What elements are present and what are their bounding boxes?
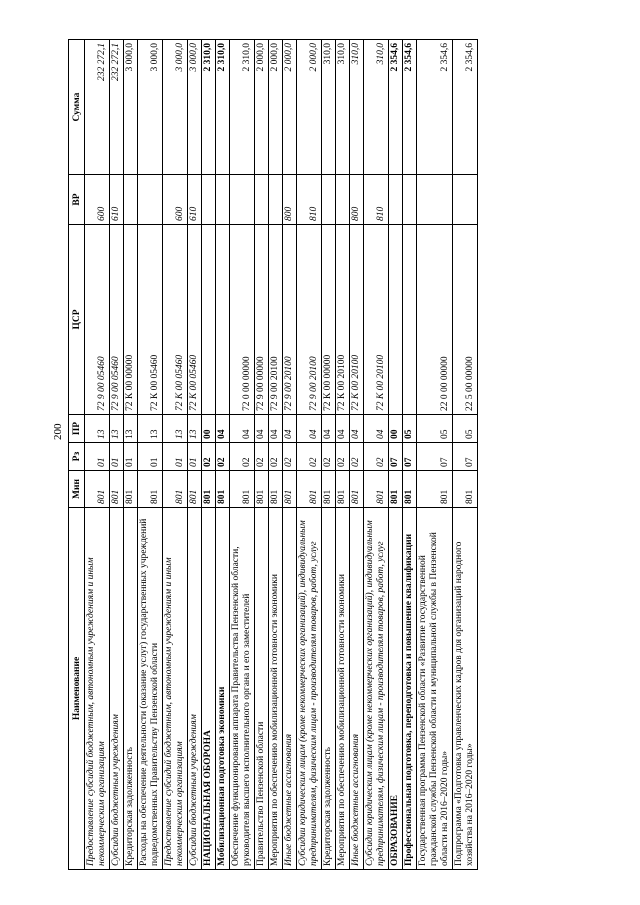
cell-pr: 13 bbox=[138, 415, 163, 443]
cell-min: 801 bbox=[403, 471, 417, 508]
cell-pr: 05 bbox=[403, 415, 417, 443]
cell-name: ОБРАЗОВАНИЕ bbox=[389, 508, 403, 870]
cell-name: Субсидии юридическим лицам (кроме некоммерческих организаций), индивидуальным предпринимателям, физическим лицам - производителям товаров, работ, услуг bbox=[297, 508, 322, 870]
cell-min: 801 bbox=[297, 471, 322, 508]
table-row bbox=[322, 40, 336, 870]
cell-min: 801 bbox=[389, 471, 403, 508]
table-row bbox=[269, 40, 283, 870]
cell-pr: 04 bbox=[230, 415, 255, 443]
cell-pr: 04 bbox=[269, 415, 283, 443]
table-row bbox=[255, 40, 269, 870]
cell-csr: 72 0 00 00000 bbox=[230, 225, 255, 415]
cell-name: Правительство Пензенской области bbox=[255, 508, 269, 870]
cell-pr: 04 bbox=[364, 415, 389, 443]
cell-csr bbox=[202, 225, 216, 415]
cell-pr: 13 bbox=[85, 415, 110, 443]
cell-pr: 04 bbox=[255, 415, 269, 443]
cell-vr bbox=[322, 175, 336, 225]
cell-vr bbox=[453, 175, 478, 225]
header-name: Наименование bbox=[69, 508, 85, 870]
table-row bbox=[336, 40, 350, 870]
cell-vr: 600 bbox=[163, 175, 188, 225]
table-row bbox=[216, 40, 230, 870]
cell-min: 801 bbox=[417, 471, 453, 508]
cell-min: 801 bbox=[283, 471, 297, 508]
cell-pr: 00 bbox=[202, 415, 216, 443]
cell-rz: 01 bbox=[163, 443, 188, 471]
cell-name: Кредиторская задолженность bbox=[124, 508, 138, 870]
cell-vr bbox=[403, 175, 417, 225]
cell-min: 801 bbox=[110, 471, 124, 508]
header-sum: Сумма bbox=[69, 40, 85, 175]
cell-name: Обеспечение функционирования аппарата Правительства Пензенской области, руководителя высшего исполнительного органа и его заместителей bbox=[230, 508, 255, 870]
cell-sum: 3 000,0 bbox=[138, 40, 163, 175]
cell-pr: 04 bbox=[297, 415, 322, 443]
cell-vr bbox=[216, 175, 230, 225]
cell-pr: 05 bbox=[453, 415, 478, 443]
cell-min: 801 bbox=[124, 471, 138, 508]
cell-pr: 13 bbox=[188, 415, 202, 443]
cell-min: 801 bbox=[230, 471, 255, 508]
cell-rz: 02 bbox=[202, 443, 216, 471]
cell-min: 801 bbox=[336, 471, 350, 508]
cell-vr bbox=[336, 175, 350, 225]
table-row bbox=[453, 40, 478, 870]
cell-name: Мероприятия по обеспечению мобилизационной готовности экономики bbox=[269, 508, 283, 870]
table-row bbox=[389, 40, 403, 870]
cell-min: 801 bbox=[364, 471, 389, 508]
cell-csr: 72 К 00 20100 bbox=[350, 225, 364, 415]
cell-sum: 232 272,1 bbox=[110, 40, 124, 175]
cell-csr: 72 9 00 20100 bbox=[269, 225, 283, 415]
cell-rz: 01 bbox=[124, 443, 138, 471]
cell-vr bbox=[389, 175, 403, 225]
table-row bbox=[403, 40, 417, 870]
cell-sum: 310,0 bbox=[364, 40, 389, 175]
table-row bbox=[110, 40, 124, 870]
cell-min: 801 bbox=[216, 471, 230, 508]
cell-vr bbox=[417, 175, 453, 225]
cell-name: Субсидии бюджетным учреждениям bbox=[110, 508, 124, 870]
table-row bbox=[364, 40, 389, 870]
header-min: Мин bbox=[69, 471, 85, 508]
cell-sum: 2 000,0 bbox=[269, 40, 283, 175]
table-row bbox=[85, 40, 110, 870]
header-csr: ЦСР bbox=[69, 225, 85, 415]
cell-sum: 3 000,0 bbox=[163, 40, 188, 175]
cell-sum: 310,0 bbox=[350, 40, 364, 175]
cell-sum: 2 000,0 bbox=[297, 40, 322, 175]
cell-rz: 02 bbox=[255, 443, 269, 471]
cell-sum: 2 000,0 bbox=[283, 40, 297, 175]
cell-vr bbox=[230, 175, 255, 225]
cell-name: Кредиторская задолженность bbox=[322, 508, 336, 870]
cell-pr: 04 bbox=[322, 415, 336, 443]
cell-csr bbox=[403, 225, 417, 415]
cell-min: 801 bbox=[188, 471, 202, 508]
cell-sum: 2 310,0 bbox=[202, 40, 216, 175]
table-row bbox=[283, 40, 297, 870]
cell-pr: 04 bbox=[350, 415, 364, 443]
cell-min: 801 bbox=[202, 471, 216, 508]
cell-vr: 800 bbox=[350, 175, 364, 225]
cell-name: Государственная программа Пензенской области «Развитие государственной гражданской службы Пензенской области и муниципальной службы в Пензенской области на 2016–2020 годы» bbox=[417, 508, 453, 870]
cell-name: Мобилизационная подготовка экономики bbox=[216, 508, 230, 870]
table-row bbox=[188, 40, 202, 870]
cell-rz: 02 bbox=[364, 443, 389, 471]
page-number: 200 bbox=[52, 423, 64, 440]
cell-csr: 72 9 00 05460 bbox=[85, 225, 110, 415]
cell-pr: 13 bbox=[163, 415, 188, 443]
cell-min: 801 bbox=[138, 471, 163, 508]
cell-name: Иные бюджетные ассигнования bbox=[283, 508, 297, 870]
cell-sum: 3 000,0 bbox=[188, 40, 202, 175]
cell-rz: 07 bbox=[453, 443, 478, 471]
cell-rz: 02 bbox=[322, 443, 336, 471]
table-header-row bbox=[69, 40, 85, 870]
cell-min: 801 bbox=[85, 471, 110, 508]
cell-pr: 04 bbox=[336, 415, 350, 443]
cell-vr bbox=[269, 175, 283, 225]
cell-min: 801 bbox=[350, 471, 364, 508]
cell-rz: 07 bbox=[403, 443, 417, 471]
cell-sum: 2 310,0 bbox=[230, 40, 255, 175]
table-row bbox=[124, 40, 138, 870]
cell-rz: 02 bbox=[230, 443, 255, 471]
cell-vr: 600 bbox=[85, 175, 110, 225]
cell-vr: 810 bbox=[297, 175, 322, 225]
cell-pr: 05 bbox=[417, 415, 453, 443]
cell-vr bbox=[138, 175, 163, 225]
cell-csr: 72 К 00 00000 bbox=[124, 225, 138, 415]
cell-pr: 00 bbox=[389, 415, 403, 443]
cell-pr: 13 bbox=[110, 415, 124, 443]
cell-pr: 04 bbox=[216, 415, 230, 443]
cell-csr bbox=[216, 225, 230, 415]
budget-table bbox=[68, 39, 478, 870]
cell-rz: 02 bbox=[216, 443, 230, 471]
cell-csr: 72 9 00 05460 bbox=[110, 225, 124, 415]
cell-rz: 02 bbox=[350, 443, 364, 471]
table-row bbox=[350, 40, 364, 870]
cell-vr: 610 bbox=[110, 175, 124, 225]
cell-csr bbox=[389, 225, 403, 415]
cell-pr: 13 bbox=[124, 415, 138, 443]
cell-sum: 2 310,0 bbox=[216, 40, 230, 175]
cell-name: Иные бюджетные ассигнования bbox=[350, 508, 364, 870]
cell-rz: 02 bbox=[283, 443, 297, 471]
cell-vr: 610 bbox=[188, 175, 202, 225]
cell-vr bbox=[202, 175, 216, 225]
cell-name: НАЦИОНАЛЬНАЯ ОБОРОНА bbox=[202, 508, 216, 870]
cell-vr bbox=[124, 175, 138, 225]
cell-sum: 2 354,6 bbox=[403, 40, 417, 175]
cell-vr: 810 bbox=[364, 175, 389, 225]
cell-sum: 232 272,1 bbox=[85, 40, 110, 175]
cell-vr bbox=[255, 175, 269, 225]
cell-min: 801 bbox=[322, 471, 336, 508]
table-row bbox=[202, 40, 216, 870]
cell-sum: 2 354,6 bbox=[389, 40, 403, 175]
cell-rz: 02 bbox=[269, 443, 283, 471]
cell-name: Мероприятия по обеспечению мобилизационной готовности экономики bbox=[336, 508, 350, 870]
cell-csr: 72 9 00 20100 bbox=[283, 225, 297, 415]
cell-name: Подпрограмма «Подготовка управленческих кадров для организаций народного хозяйства на 2016–2020 годы» bbox=[453, 508, 478, 870]
cell-csr: 72 К 00 00000 bbox=[322, 225, 336, 415]
cell-sum: 310,0 bbox=[336, 40, 350, 175]
cell-name: Субсидии бюджетным учреждениям bbox=[188, 508, 202, 870]
table-row bbox=[230, 40, 255, 870]
cell-sum: 2 354,6 bbox=[417, 40, 453, 175]
cell-rz: 07 bbox=[417, 443, 453, 471]
cell-rz: 01 bbox=[110, 443, 124, 471]
cell-min: 801 bbox=[269, 471, 283, 508]
cell-csr: 72 К 00 20100 bbox=[336, 225, 350, 415]
header-rz: Рз bbox=[69, 443, 85, 471]
cell-csr: 72 9 00 20100 bbox=[297, 225, 322, 415]
cell-name: Расходы на обеспечение деятельности (оказание услуг) государственных учреждений подведомственных Правительству Пензенской области bbox=[138, 508, 163, 870]
cell-rz: 01 bbox=[85, 443, 110, 471]
table-row bbox=[138, 40, 163, 870]
table-row bbox=[163, 40, 188, 870]
cell-vr: 800 bbox=[283, 175, 297, 225]
cell-csr: 22 0 00 00000 bbox=[417, 225, 453, 415]
cell-pr: 04 bbox=[283, 415, 297, 443]
cell-rz: 02 bbox=[297, 443, 322, 471]
cell-sum: 3 000,0 bbox=[124, 40, 138, 175]
cell-sum: 2 354,6 bbox=[453, 40, 478, 175]
cell-csr: 72 К 00 05460 bbox=[188, 225, 202, 415]
cell-csr: 22 5 00 00000 bbox=[453, 225, 478, 415]
cell-name: Профессиональная подготовка, переподготовка и повышение квалификации bbox=[403, 508, 417, 870]
cell-sum: 2 000,0 bbox=[255, 40, 269, 175]
table-row bbox=[297, 40, 322, 870]
cell-rz: 01 bbox=[138, 443, 163, 471]
cell-min: 801 bbox=[163, 471, 188, 508]
cell-name: Предоставление субсидий бюджетным, автономным учреждениям и иным некоммерческим организациям bbox=[85, 508, 110, 870]
cell-sum: 310,0 bbox=[322, 40, 336, 175]
cell-csr: 72 9 00 00000 bbox=[255, 225, 269, 415]
cell-rz: 02 bbox=[336, 443, 350, 471]
header-pr: ПР bbox=[69, 415, 85, 443]
cell-csr: 72 К 00 05460 bbox=[163, 225, 188, 415]
cell-min: 801 bbox=[255, 471, 269, 508]
cell-csr: 72 К 00 20100 bbox=[364, 225, 389, 415]
cell-rz: 01 bbox=[188, 443, 202, 471]
cell-name: Предоставление субсидий бюджетным, автономным учреждениям и иным некоммерческим организациям bbox=[163, 508, 188, 870]
cell-csr: 72 К 00 05460 bbox=[138, 225, 163, 415]
header-vr: ВР bbox=[69, 175, 85, 225]
cell-min: 801 bbox=[453, 471, 478, 508]
cell-rz: 07 bbox=[389, 443, 403, 471]
cell-name: Субсидии юридическим лицам (кроме некоммерческих организаций), индивидуальным предпринимателям, физическим лицам - производителям товаров, работ, услуг bbox=[364, 508, 389, 870]
rotated-table-container bbox=[68, 40, 478, 870]
table-row bbox=[417, 40, 453, 870]
